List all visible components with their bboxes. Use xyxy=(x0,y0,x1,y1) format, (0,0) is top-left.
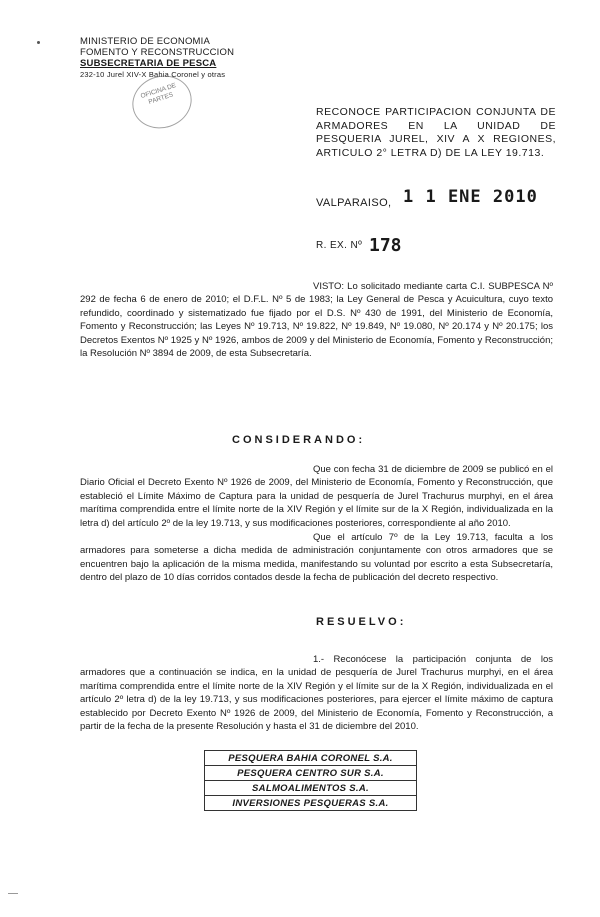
stamp-text: OFICINA DE PARTES xyxy=(139,82,178,106)
scan-edge-mark xyxy=(8,893,18,894)
companies-table xyxy=(204,750,417,811)
resuelvo-heading: RESUELVO: xyxy=(316,616,407,628)
company-cell: INVERSIONES PESQUERAS S.A. xyxy=(205,796,417,811)
ministry-header xyxy=(80,36,234,80)
resolution-number: 178 xyxy=(369,235,402,256)
table-row xyxy=(205,781,417,796)
resolution-label: R. EX. Nº xyxy=(316,240,363,251)
company-cell: SALMOALIMENTOS S.A. xyxy=(205,781,417,796)
scan-speck xyxy=(37,41,40,44)
document-title: RECONOCE PARTICIPACION CONJUNTA DE ARMADORES EN LA UNIDAD DE PESQUERIA JUREL, XIV A X REGIONES, ARTICULO 2° LETRA D) DE LA LEY 19.713. xyxy=(316,106,556,159)
header-ministry: MINISTERIO DE ECONOMIA xyxy=(80,36,211,47)
resuelvo-paragraph-1: 1.- Reconócese la participación conjunta de los armadores que a continuación se indica, en la unidad de pesquería de Jurel Trachurus murphyi, en el área marítima comprendida entre el límite norte de la XIV Región y el límite sur de la X Región, individualizada en el artículo 2º letra d) de la ley 19.713, y sus modificaciones posteriores, para ejercer el límite máximo de captura establecido por Decreto Exento Nº 1926 de 2009, del Ministerio de Economía, Fomento y Reconstrucción, a partir de la fecha de la presente Resolución y hasta el 31 de diciembre del 2010. xyxy=(80,654,553,733)
header-department: FOMENTO Y RECONSTRUCCION xyxy=(80,47,235,58)
date-stamp: 1 1 ENE 2010 xyxy=(403,187,538,207)
considerando-paragraph-1: Que con fecha 31 de diciembre de 2009 se publicó en el Diario Oficial el Decreto Exento Nº 1926 de 2009, del Ministerio de Economía, Fomento y Reconstrucción, que estableció el Límite Máximo de Captura para la unidad de pesquería de Jurel Trachurus murphyi, en el área marítima comprendida entre el límite norte de la XIV Región y el límite sur de la X Región, individualizada en la letra d) del artículo 2º de la ley 19.713, y sus modificaciones posteriores, correspondiente al año 2010. xyxy=(80,464,553,529)
considerando-paragraph-2: Que el artículo 7º de la Ley 19.713, faculta a los armadores para someterse a dicha medida de administración conjuntamente con otros armadores que se encuentren bajo la aplicación de la misma medida, manifestando su voluntad por escrito a esta Subsecretaría, dentro del plazo de 10 días corridos contados desde la fecha de publicación del decreto respectivo. xyxy=(80,532,553,584)
considerando-heading: CONSIDERANDO: xyxy=(232,434,366,446)
company-cell: PESQUERA CENTRO SUR S.A. xyxy=(205,766,417,781)
header-subsecretaria: SUBSECRETARIA DE PESCA xyxy=(80,58,217,69)
table-row xyxy=(205,796,417,811)
company-cell: PESQUERA BAHIA CORONEL S.A. xyxy=(205,751,417,766)
place-label: VALPARAISO, xyxy=(316,197,392,209)
header-reference: 232-10 Jurel XIV-X Bahia Coronel y otras xyxy=(80,70,226,79)
visto-paragraph: VISTO: Lo solicitado mediante carta C.I. SUBPESCA Nº 292 de fecha 6 de enero de 2010; el D.F.L. Nº 5 de 1983; la Ley General de Pesca y Acuicultura, cuyo texto refundido, coordinado y sistematizado fue fijado por el D.S. Nº 430 de 1991, del Ministerio de Economía, Fomento y Reconstrucción; las Leyes Nº 19.713, Nº 19.822, Nº 19.849, Nº 19.080, Nº 20.174 y Nº 20.175; los Decretos Exentos Nº 1925 y Nº 1926, ambos de 2009 y del Ministerio de Economía, Fomento y Reconstrucción; la Resolución Nº 3894 de 2009, de esta Subsecretaría. xyxy=(80,281,553,360)
table-row xyxy=(205,751,417,766)
table-row xyxy=(205,766,417,781)
